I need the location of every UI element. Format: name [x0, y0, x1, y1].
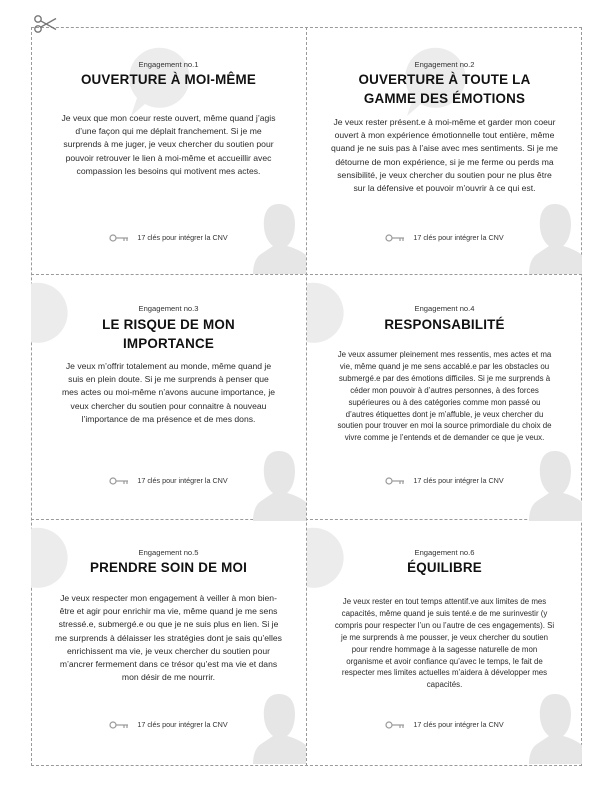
- engagement-text: Je veux m’offrir totalement au monde, même quand je suis en plein doute. Si je me surprends à penser que mes actes ou moi-même n’avons aucune importance, je veux chercher du soutien pour connaitre à nouveau l’importance de ma présence et de mes dons.: [61, 361, 276, 424]
- footer-text: 17 clés pour intégrer la CNV: [413, 233, 504, 242]
- key-icon: [109, 234, 129, 242]
- engagement-card-5: [31, 520, 306, 766]
- card-footer: [31, 476, 306, 485]
- footer-text: 17 clés pour intégrer la CNV: [137, 233, 228, 242]
- engagement-number: Engagement no.6: [414, 548, 475, 557]
- engagement-card-2: [307, 28, 582, 274]
- engagement-card-4: [307, 275, 582, 521]
- card-footer: [307, 233, 582, 242]
- card-footer: [307, 476, 582, 485]
- engagement-number: Engagement no.2: [414, 60, 475, 69]
- footer-text: 17 clés pour intégrer la CNV: [137, 476, 228, 485]
- engagement-card-6: [307, 520, 582, 766]
- card-footer: [307, 720, 582, 729]
- key-icon: [385, 477, 405, 485]
- card-footer: [31, 720, 306, 729]
- key-icon: [385, 234, 405, 242]
- footer-text: 17 clés pour intégrer la CNV: [413, 720, 504, 729]
- engagement-text: Je veux rester en tout temps attentif.ve aux limites de mes capacités, même quand je suis tenté.e de me surinvestir (y compris pour respecter l’un ou l’autre de ces engagements). Si je me surprends à me pousser, je veux chercher du soutien pour rendre hommage à la sagesse naturelle de mon organisme et avoir confiance qu’avec le temps, le fait de respecter mes limites actuelles m’aidera à développer mes capacités.: [334, 597, 555, 690]
- engagement-title: LE RISQUE DE MON IMPORTANCE: [102, 317, 235, 351]
- engagement-number: Engagement no.4: [414, 304, 475, 313]
- engagement-card-1: [31, 28, 306, 274]
- engagement-title: PRENDRE SOIN DE MOI: [89, 560, 248, 575]
- engagement-title: RESPONSABILITÉ: [384, 317, 505, 332]
- engagement-number: Engagement no.3: [138, 304, 199, 313]
- engagement-text: Je veux respecter mon engagement à veiller à mon bien-être et agir pour enrichir ma vie, même quand je me sens stressé.e, submergé.e ou que je ne suis plus en lien. Si je me surprends à délaisser les stratégies dont je sais qu’elles enrichissent ma vie, je veux chercher du soutien pour m’ancrer fermement dans ce trésor qu’est ma vie et dans mon désir de me nourrir.: [55, 593, 282, 683]
- key-icon: [385, 721, 405, 729]
- engagement-text: Je veux assumer pleinement mes ressentis, mes actes et ma vie, même quand je me sens accablé.e par les obstacles ou submergé.e par des émotions difficiles. Si je me surprends à céder mon pouvoir à d’autres personnes, à des forces supérieures ou à des catégories comme mon passé ou d’autres étiquettes dont je m’affuble, je veux chercher du soutien pour trouver en moi la source primordiale du choix de vivre comme je l’entends et de demander ce que je veux.: [337, 350, 552, 443]
- footer-text: 17 clés pour intégrer la CNV: [137, 720, 228, 729]
- engagement-text: Je veux rester présent.e à moi-même et garder mon coeur ouvert à mon expérience émotionnelle tout entière, même quand je ne suis pas à l’aise avec mes sentiments. Si je me détourne de mon expérience, si je me ferme ou perds ma sensibilité, je veux chercher du soutien pour ne plus être sur la défensive et pouvoir m’ouvrir à ce qui est.: [331, 117, 558, 194]
- key-icon: [109, 477, 129, 485]
- engagement-number: Engagement no.5: [138, 548, 199, 557]
- speech-bubble-icon: [31, 277, 81, 357]
- engagement-title: ÉQUILIBRE: [407, 560, 482, 575]
- engagement-title: OUVERTURE À TOUTE LA GAMME DES ÉMOTIONS: [358, 72, 531, 106]
- engagement-text: Je veux que mon coeur reste ouvert, même quand j’agis d’une façon qui me déplait franchement. Si je me surprends à me juger, je veux chercher du soutien pour pouvoir retrouver le lien à moi-même et accueillir avec compassion les besoins qui motivent mes actes.: [61, 113, 276, 176]
- engagement-number: Engagement no.1: [138, 60, 199, 69]
- footer-text: 17 clés pour intégrer la CNV: [413, 476, 504, 485]
- card-footer: [31, 233, 306, 242]
- key-icon: [109, 721, 129, 729]
- engagement-title: OUVERTURE À MOI-MÊME: [80, 72, 257, 87]
- engagement-card-3: [31, 275, 306, 521]
